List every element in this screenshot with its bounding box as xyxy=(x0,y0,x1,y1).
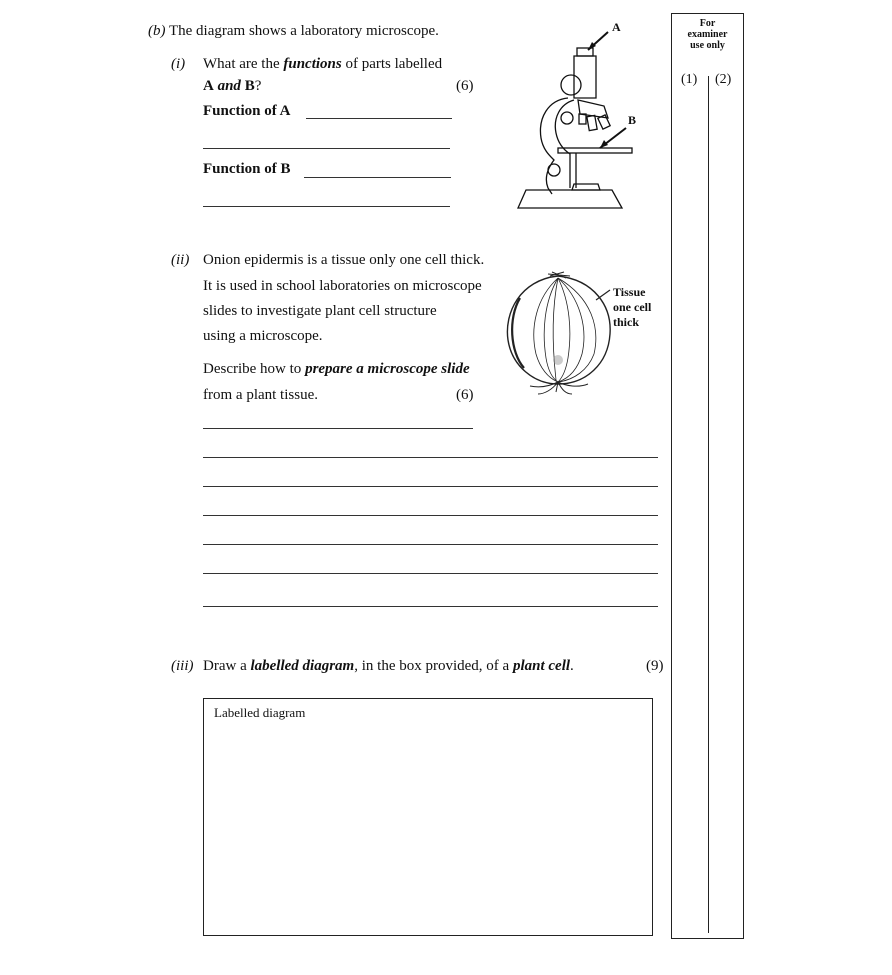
function-b-answer-line-2[interactable] xyxy=(203,206,450,207)
function-a-answer-line-2[interactable] xyxy=(203,148,450,149)
q-ii-describe-line2: from a plant tissue. xyxy=(203,387,318,403)
microscope-stage xyxy=(558,148,632,153)
q-ii-line-1: Onion epidermis is a tissue only one cell thick. xyxy=(203,252,485,268)
q-ii-answer-line-3[interactable] xyxy=(203,486,658,487)
q-iii-question: Draw a labelled diagram, in the box provided, of a plant cell. xyxy=(203,658,574,674)
examiner-col-2-label: (2) xyxy=(715,72,732,87)
q-iii-emphasis-1: labelled diagram xyxy=(250,658,355,674)
labelled-diagram-box[interactable] xyxy=(203,698,653,936)
function-a-answer-line-1[interactable] xyxy=(306,118,452,119)
q-iii-marker: (iii) xyxy=(171,658,194,674)
objective-lens-3 xyxy=(579,114,586,124)
onion-label: Tissue one cell thick xyxy=(613,285,652,329)
q-ii-marker: (ii) xyxy=(171,252,190,268)
onion-roots xyxy=(530,382,588,394)
q-ii-answer-line-1[interactable] xyxy=(203,428,473,429)
function-b-label: Function of B xyxy=(203,161,291,177)
q-i-marker: (i) xyxy=(171,56,186,72)
labelled-diagram-box-label: Labelled diagram xyxy=(214,705,306,720)
q-iii-emphasis-2: plant cell xyxy=(512,658,571,674)
function-a-label: Function of A xyxy=(203,103,291,119)
examiner-use-column xyxy=(671,13,744,939)
objective-lens-1 xyxy=(587,115,597,130)
examiner-column-divider xyxy=(708,76,709,933)
part-b-intro-text: The diagram shows a laboratory microscope. xyxy=(168,23,439,39)
q-ii-answer-line-7[interactable] xyxy=(203,606,658,607)
part-b-marker: (b) xyxy=(148,23,166,39)
microscope-light xyxy=(548,164,560,176)
q-iii-marks: (9) xyxy=(646,658,664,674)
function-b-answer-line-1[interactable] xyxy=(304,177,451,178)
q-i-question-line1: What are the functions of parts labelled xyxy=(203,56,443,72)
q-ii-describe-line1: Describe how to prepare a microscope slide xyxy=(203,361,470,377)
q-ii-line-4: using a microscope. xyxy=(203,328,323,344)
microscope-eyepiece xyxy=(577,48,593,56)
q-ii-answer-line-4[interactable] xyxy=(203,515,658,516)
onion-figure xyxy=(500,268,618,396)
microscope-label-a: A xyxy=(612,20,621,34)
fine-focus-knob xyxy=(561,112,573,124)
q-i-emphasis: functions xyxy=(283,56,342,72)
microscope-label-b: B xyxy=(628,113,637,127)
q-ii-line-2: It is used in school laboratories on microscope xyxy=(203,278,482,294)
q-ii-answer-line-5[interactable] xyxy=(203,544,658,545)
q-ii-emphasis: prepare a microscope slide xyxy=(305,361,470,377)
microscope-base xyxy=(518,190,622,208)
q-ii-answer-line-2[interactable] xyxy=(203,457,658,458)
part-b-intro xyxy=(148,22,439,40)
q-ii-line-3: slides to investigate plant cell structure xyxy=(203,303,437,319)
microscope-figure xyxy=(508,18,638,218)
examiner-heading: For examiner use only xyxy=(687,18,728,51)
examiner-col-1-label: (1) xyxy=(681,72,698,87)
q-i-marks: (6) xyxy=(456,78,474,94)
coarse-focus-knob xyxy=(561,75,581,95)
q-ii-marks: (6) xyxy=(456,387,474,403)
q-i-question-line2: A and B? xyxy=(203,78,262,94)
q-ii-answer-line-6[interactable] xyxy=(203,573,658,574)
